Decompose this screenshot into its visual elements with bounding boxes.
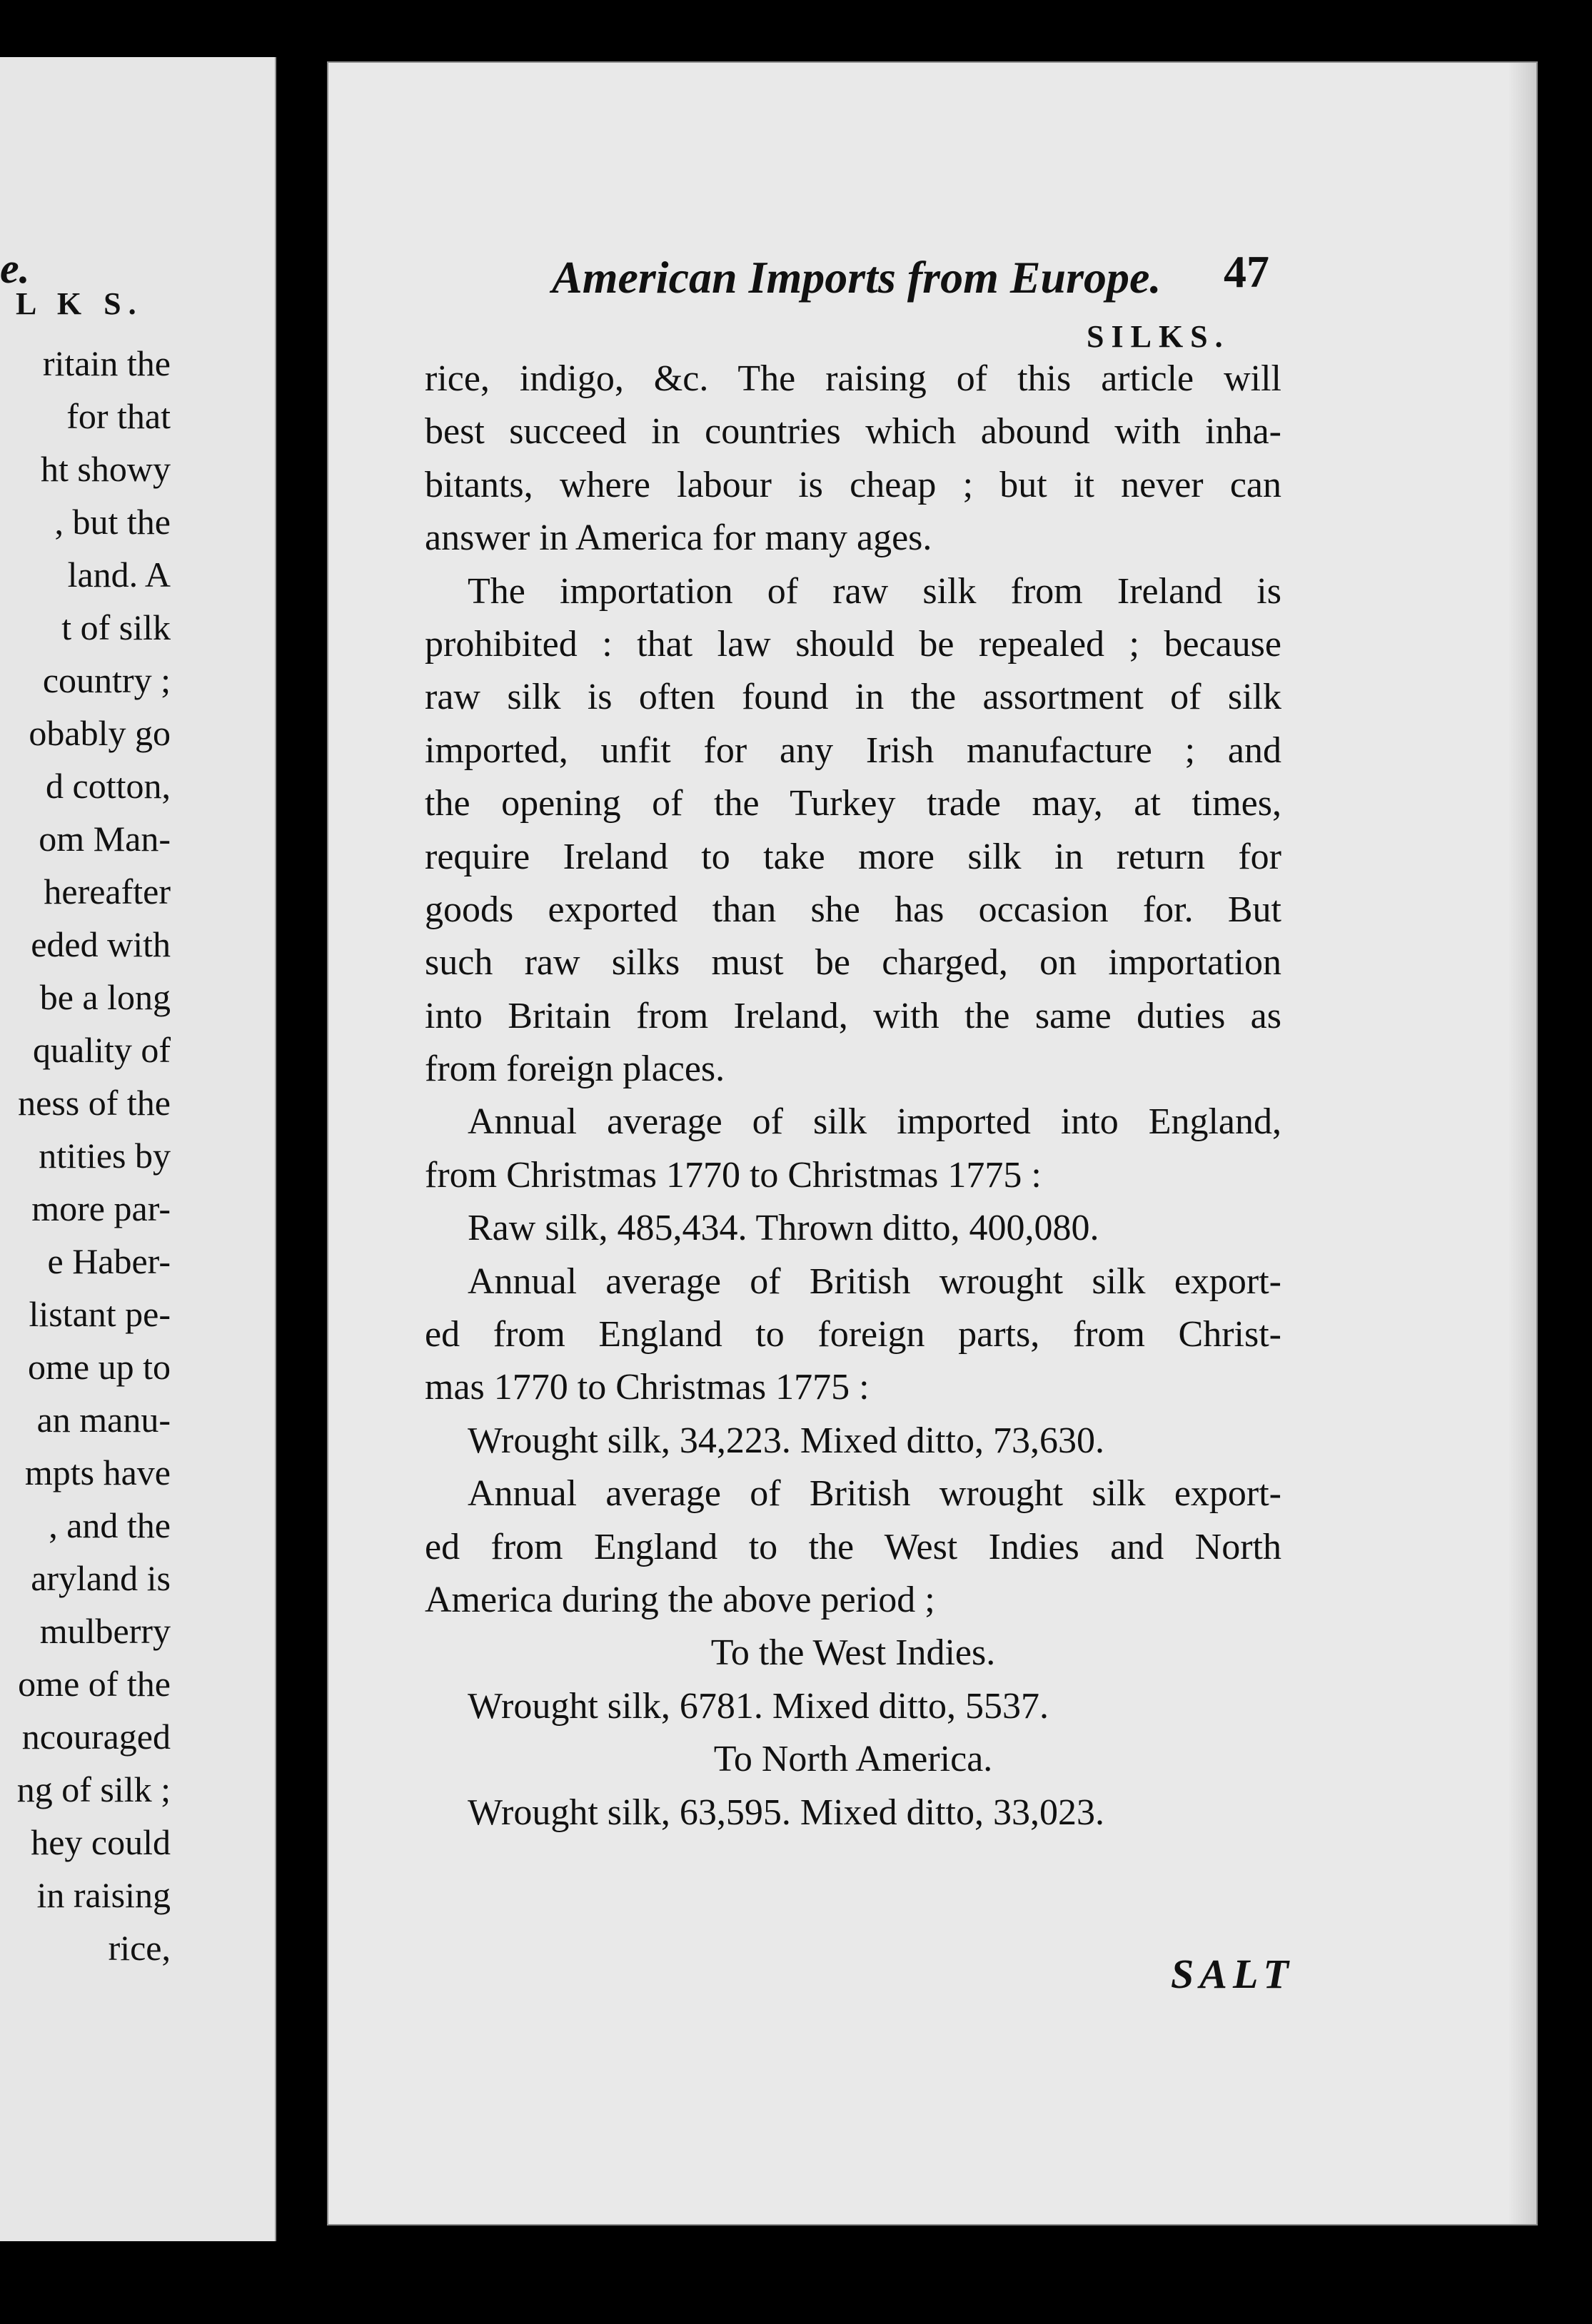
left-text-line: om Man- [39, 819, 171, 859]
left-page-text [0, 337, 171, 1974]
text-line: bitants, where labour is cheap ; but it never can [425, 464, 1281, 505]
text-line: from foreign places. [425, 1049, 725, 1090]
subheading: To the West Indies. [710, 1632, 996, 1674]
left-text-line: d cotton, [46, 766, 171, 806]
left-text-line: aryland is [31, 1558, 171, 1598]
page-number: 47 [1224, 246, 1269, 297]
text-line: answer in America for many ages. [425, 517, 932, 559]
text-line: such raw silks must be charged, on importation [425, 942, 1281, 984]
text-line: ed from England to foreign parts, from Christ- [425, 1314, 1281, 1355]
left-text-line: obably go [29, 713, 171, 753]
left-text-line: ncouraged [21, 1717, 171, 1757]
text-line: rice, indigo, &c. The raising of this article will [425, 358, 1281, 399]
left-text-line: ntities by [39, 1136, 171, 1176]
left-text-line: ht showy [41, 449, 171, 489]
left-text-line: for that [66, 396, 171, 436]
left-text-line: an manu- [36, 1400, 171, 1440]
text-line: Annual average of British wrought silk export- [468, 1473, 1281, 1515]
left-text-line: mulberry [39, 1611, 171, 1651]
left-text-line: rice, [108, 1928, 171, 1968]
left-text-line: hey could [31, 1822, 171, 1862]
text-line: America during the above period ; [425, 1579, 935, 1620]
left-text-line: in raising [36, 1875, 171, 1915]
left-text-line: ritain the [42, 343, 171, 383]
left-text-line: mpts have [24, 1452, 171, 1492]
text-line: Wrought silk, 63,595. Mixed ditto, 33,023. [468, 1792, 1104, 1833]
subheading: To North America. [713, 1739, 993, 1780]
text-line: Annual average of British wrought silk export- [468, 1260, 1281, 1302]
text-line: require Ireland to take more silk in return for [425, 836, 1281, 877]
text-line: Wrought silk, 34,223. Mixed ditto, 73,630. [468, 1420, 1104, 1461]
left-text-line: listant pe- [29, 1294, 171, 1334]
text-line: prohibited : that law should be repealed ; because [425, 623, 1281, 665]
right-page [327, 61, 1538, 2226]
left-page-section-title: L K S. [16, 286, 143, 321]
left-text-line: , but the [54, 502, 171, 542]
text-line: raw silk is often found in the assortment of silk [425, 677, 1281, 718]
left-text-line: ness of the [18, 1083, 171, 1123]
left-text-line: e Haber- [47, 1241, 171, 1281]
text-line: ed from England to the West Indies and North [425, 1526, 1281, 1567]
left-text-line: country ; [42, 660, 171, 700]
left-text-line: ng of silk ; [16, 1769, 171, 1809]
left-text-line: more par- [31, 1188, 171, 1228]
running-head: American Imports from Europe. [552, 252, 1162, 303]
text-line: Wrought silk, 6781. Mixed ditto, 5537. [468, 1685, 1049, 1727]
text-line: best succeed in countries which abound with inha- [425, 411, 1281, 453]
text-line: The importation of raw silk from Ireland is [468, 570, 1281, 612]
text-line: mas 1770 to Christmas 1775 : [425, 1367, 870, 1408]
left-page-header-fragment: e. [0, 245, 30, 292]
text-line: the opening of the Turkey trade may, at times, [425, 783, 1281, 824]
left-text-line: hereafter [44, 872, 171, 911]
text-line: imported, unfit for any Irish manufacture ; and [425, 729, 1281, 771]
text-line: goods exported than she has occasion for. But [425, 889, 1281, 930]
left-text-line: quality of [32, 1030, 171, 1070]
catchword: SALT [1171, 1951, 1294, 1997]
text-line: from Christmas 1770 to Christmas 1775 : [425, 1154, 1042, 1196]
text-line: Raw silk, 485,434. Thrown ditto, 400,080. [468, 1208, 1099, 1249]
text-line: Annual average of silk imported into England, [468, 1101, 1281, 1143]
text-line: into Britain from Ireland, with the same duties as [425, 995, 1281, 1036]
left-text-line: be a long [39, 977, 171, 1017]
left-text-line: ome of the [18, 1664, 171, 1704]
page-edge-shadow [1508, 63, 1536, 2224]
left-text-line: eded with [31, 924, 171, 964]
left-text-line: , and the [49, 1505, 171, 1545]
body-text [425, 353, 1281, 1839]
section-title: SILKS. [1087, 319, 1230, 354]
left-text-line: ome up to [28, 1347, 171, 1387]
left-text-line: land. A [67, 555, 171, 595]
left-text-line: t of silk [61, 607, 171, 647]
left-page [0, 57, 276, 2241]
